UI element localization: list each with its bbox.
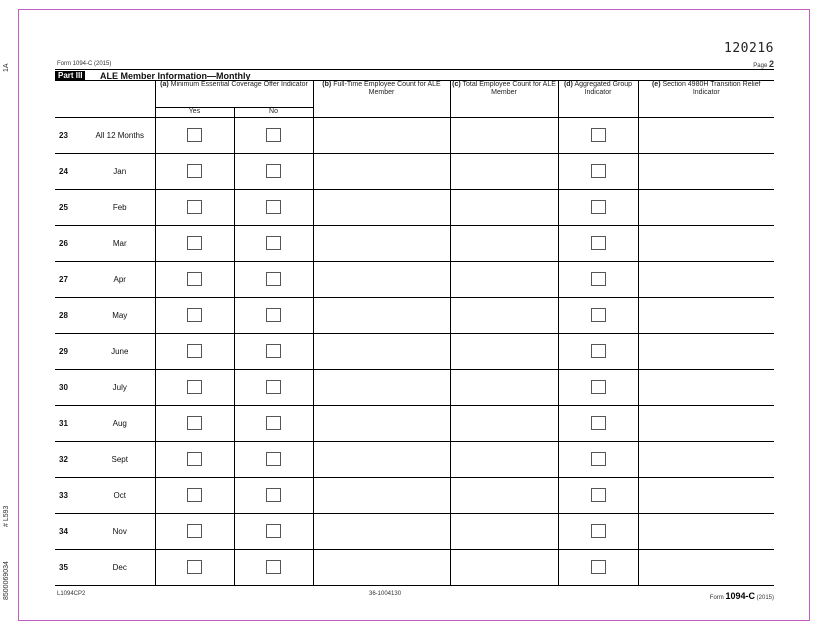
footer-form-name bbox=[710, 591, 774, 601]
coverage-no-checkbox[interactable] bbox=[266, 272, 281, 286]
transition-relief-field[interactable] bbox=[638, 262, 774, 298]
coverage-yes-cell bbox=[155, 514, 234, 550]
aggregated-group-cell bbox=[558, 226, 638, 262]
coverage-yes-checkbox[interactable] bbox=[187, 452, 202, 466]
coverage-no-checkbox[interactable] bbox=[266, 416, 281, 430]
coverage-no-checkbox[interactable] bbox=[266, 452, 281, 466]
footer-form-number: 1094-C bbox=[725, 591, 755, 601]
transition-relief-field[interactable] bbox=[638, 190, 774, 226]
full-time-count-field[interactable] bbox=[313, 442, 450, 478]
total-count-field[interactable] bbox=[450, 190, 558, 226]
aggregated-group-checkbox[interactable] bbox=[591, 380, 606, 394]
coverage-yes-checkbox[interactable] bbox=[187, 416, 202, 430]
coverage-no-cell bbox=[234, 442, 313, 478]
coverage-no-checkbox[interactable] bbox=[266, 308, 281, 322]
coverage-no-checkbox[interactable] bbox=[266, 380, 281, 394]
aggregated-group-checkbox[interactable] bbox=[591, 272, 606, 286]
total-count-field[interactable] bbox=[450, 370, 558, 406]
line-number: 26 bbox=[55, 226, 85, 262]
total-count-field[interactable] bbox=[450, 406, 558, 442]
aggregated-group-checkbox[interactable] bbox=[591, 200, 606, 214]
transition-relief-field[interactable] bbox=[638, 154, 774, 190]
month-label: Mar bbox=[85, 226, 155, 262]
coverage-no-cell bbox=[234, 226, 313, 262]
table-row bbox=[55, 262, 774, 298]
margin-code-top: 1A bbox=[3, 63, 10, 72]
aggregated-group-cell bbox=[558, 118, 638, 154]
aggregated-group-cell bbox=[558, 514, 638, 550]
coverage-yes-cell bbox=[155, 118, 234, 154]
line-number: 23 bbox=[55, 118, 85, 154]
full-time-count-field[interactable] bbox=[313, 154, 450, 190]
total-count-field[interactable] bbox=[450, 262, 558, 298]
table-row bbox=[55, 370, 774, 406]
total-count-field[interactable] bbox=[450, 478, 558, 514]
coverage-no-checkbox[interactable] bbox=[266, 524, 281, 538]
coverage-yes-checkbox[interactable] bbox=[187, 380, 202, 394]
coverage-yes-checkbox[interactable] bbox=[187, 128, 202, 142]
coverage-yes-checkbox[interactable] bbox=[187, 524, 202, 538]
full-time-count-field[interactable] bbox=[313, 226, 450, 262]
coverage-no-cell bbox=[234, 154, 313, 190]
month-label: June bbox=[85, 334, 155, 370]
aggregated-group-cell bbox=[558, 154, 638, 190]
form-identifier: Form 1094-C (2015) bbox=[57, 61, 112, 67]
month-label: Jan bbox=[85, 154, 155, 190]
month-label: July bbox=[85, 370, 155, 406]
line-number: 34 bbox=[55, 514, 85, 550]
transition-relief-field[interactable] bbox=[638, 550, 774, 586]
coverage-yes-cell bbox=[155, 406, 234, 442]
coverage-yes-checkbox[interactable] bbox=[187, 164, 202, 178]
aggregated-group-checkbox[interactable] bbox=[591, 164, 606, 178]
month-label: All 12 Months bbox=[85, 118, 155, 154]
trim-line-bottom bbox=[18, 620, 810, 621]
aggregated-group-cell bbox=[558, 190, 638, 226]
aggregated-group-checkbox[interactable] bbox=[591, 344, 606, 358]
coverage-no-cell bbox=[234, 118, 313, 154]
aggregated-group-cell bbox=[558, 550, 638, 586]
table-row bbox=[55, 154, 774, 190]
coverage-yes-checkbox[interactable] bbox=[187, 236, 202, 250]
coverage-yes-checkbox[interactable] bbox=[187, 272, 202, 286]
aggregated-group-checkbox[interactable] bbox=[591, 416, 606, 430]
coverage-yes-cell bbox=[155, 370, 234, 406]
coverage-yes-cell bbox=[155, 550, 234, 586]
table-row bbox=[55, 190, 774, 226]
coverage-yes-cell bbox=[155, 154, 234, 190]
transition-relief-field[interactable] bbox=[638, 442, 774, 478]
transition-relief-field[interactable] bbox=[638, 298, 774, 334]
full-time-count-field[interactable] bbox=[313, 262, 450, 298]
transition-relief-field[interactable] bbox=[638, 478, 774, 514]
full-time-count-field[interactable] bbox=[313, 334, 450, 370]
table-row bbox=[55, 550, 774, 586]
line-number: 30 bbox=[55, 370, 85, 406]
page-number: 2 bbox=[768, 59, 774, 69]
coverage-no-checkbox[interactable] bbox=[266, 236, 281, 250]
table-row bbox=[55, 334, 774, 370]
coverage-no-cell bbox=[234, 406, 313, 442]
page-number-label bbox=[753, 59, 774, 69]
month-label: Apr bbox=[85, 262, 155, 298]
full-time-count-field[interactable] bbox=[313, 406, 450, 442]
column-a-no-header: No bbox=[234, 108, 313, 118]
coverage-no-checkbox[interactable] bbox=[266, 200, 281, 214]
coverage-yes-checkbox[interactable] bbox=[187, 200, 202, 214]
coverage-no-cell bbox=[234, 262, 313, 298]
margin-code-bottom: 8500069034 bbox=[3, 561, 10, 600]
aggregated-group-checkbox[interactable] bbox=[591, 308, 606, 322]
column-b-header: (b) Full-Time Employee Count for ALE Member bbox=[313, 81, 450, 118]
full-time-count-field[interactable] bbox=[313, 298, 450, 334]
coverage-no-cell bbox=[234, 514, 313, 550]
column-d-header: (d) Aggregated Group Indicator bbox=[558, 81, 638, 118]
transition-relief-field[interactable] bbox=[638, 118, 774, 154]
full-time-count-field[interactable] bbox=[313, 550, 450, 586]
coverage-yes-checkbox[interactable] bbox=[187, 344, 202, 358]
full-time-count-field[interactable] bbox=[313, 118, 450, 154]
coverage-yes-checkbox[interactable] bbox=[187, 560, 202, 574]
coverage-no-checkbox[interactable] bbox=[266, 128, 281, 142]
form-scan-code: 120216 bbox=[724, 41, 774, 56]
aggregated-group-cell bbox=[558, 334, 638, 370]
coverage-yes-checkbox[interactable] bbox=[187, 488, 202, 502]
trim-line-left bbox=[18, 9, 19, 621]
column-c-header: (c) Total Employee Count for ALE Member bbox=[450, 81, 558, 118]
footer-form-year: (2015) bbox=[756, 595, 774, 601]
coverage-no-cell bbox=[234, 370, 313, 406]
coverage-yes-cell bbox=[155, 334, 234, 370]
part-title: ALE Member Information—Monthly bbox=[100, 71, 251, 81]
line-number: 35 bbox=[55, 550, 85, 586]
line-number: 29 bbox=[55, 334, 85, 370]
month-label: Oct bbox=[85, 478, 155, 514]
aggregated-group-cell bbox=[558, 370, 638, 406]
coverage-no-checkbox[interactable] bbox=[266, 344, 281, 358]
full-time-count-field[interactable] bbox=[313, 190, 450, 226]
total-count-field[interactable] bbox=[450, 442, 558, 478]
transition-relief-field[interactable] bbox=[638, 514, 774, 550]
line-number: 27 bbox=[55, 262, 85, 298]
column-e-header: (e) Section 4980H Transition Relief Indicator bbox=[638, 81, 774, 118]
coverage-yes-cell bbox=[155, 298, 234, 334]
coverage-no-cell bbox=[234, 550, 313, 586]
margin-code-middle: # L593 bbox=[3, 505, 10, 527]
line-number: 25 bbox=[55, 190, 85, 226]
coverage-yes-cell bbox=[155, 226, 234, 262]
aggregated-group-cell bbox=[558, 442, 638, 478]
total-count-field[interactable] bbox=[450, 514, 558, 550]
column-a-header: (a) Minimum Essential Coverage Offer Indicator bbox=[155, 81, 313, 108]
coverage-no-cell bbox=[234, 298, 313, 334]
month-label: Dec bbox=[85, 550, 155, 586]
aggregated-group-cell bbox=[558, 478, 638, 514]
coverage-no-checkbox[interactable] bbox=[266, 488, 281, 502]
month-label: Sept bbox=[85, 442, 155, 478]
coverage-no-checkbox[interactable] bbox=[266, 164, 281, 178]
line-number: 32 bbox=[55, 442, 85, 478]
table-row bbox=[55, 118, 774, 154]
table-row bbox=[55, 514, 774, 550]
column-a-yes-header: Yes bbox=[155, 108, 234, 118]
aggregated-group-checkbox[interactable] bbox=[591, 452, 606, 466]
month-label: Nov bbox=[85, 514, 155, 550]
full-time-count-field[interactable] bbox=[313, 370, 450, 406]
coverage-yes-cell bbox=[155, 442, 234, 478]
aggregated-group-checkbox[interactable] bbox=[591, 488, 606, 502]
transition-relief-field[interactable] bbox=[638, 334, 774, 370]
coverage-no-cell bbox=[234, 334, 313, 370]
transition-relief-field[interactable] bbox=[638, 370, 774, 406]
total-count-field[interactable] bbox=[450, 298, 558, 334]
coverage-no-cell bbox=[234, 190, 313, 226]
total-count-field[interactable] bbox=[450, 118, 558, 154]
total-count-field[interactable] bbox=[450, 550, 558, 586]
coverage-yes-cell bbox=[155, 262, 234, 298]
aggregated-group-checkbox[interactable] bbox=[591, 524, 606, 538]
aggregated-group-cell bbox=[558, 298, 638, 334]
footer-catalog-code: L1094CP2 bbox=[57, 591, 86, 597]
part-tag: Part III bbox=[55, 71, 85, 81]
line-number: 33 bbox=[55, 478, 85, 514]
table-row bbox=[55, 406, 774, 442]
total-count-field[interactable] bbox=[450, 226, 558, 262]
full-time-count-field[interactable] bbox=[313, 514, 450, 550]
month-label: May bbox=[85, 298, 155, 334]
aggregated-group-checkbox[interactable] bbox=[591, 128, 606, 142]
transition-relief-field[interactable] bbox=[638, 406, 774, 442]
line-number: 24 bbox=[55, 154, 85, 190]
transition-relief-field[interactable] bbox=[638, 226, 774, 262]
trim-line-right bbox=[809, 9, 810, 621]
coverage-yes-cell bbox=[155, 190, 234, 226]
header-blank-line bbox=[55, 81, 85, 118]
line-number: 31 bbox=[55, 406, 85, 442]
total-count-field[interactable] bbox=[450, 334, 558, 370]
page-prefix: Page bbox=[753, 63, 768, 69]
aggregated-group-checkbox[interactable] bbox=[591, 560, 606, 574]
month-label: Aug bbox=[85, 406, 155, 442]
aggregated-group-cell bbox=[558, 262, 638, 298]
coverage-yes-cell bbox=[155, 478, 234, 514]
coverage-yes-checkbox[interactable] bbox=[187, 308, 202, 322]
coverage-no-checkbox[interactable] bbox=[266, 560, 281, 574]
table-row bbox=[55, 478, 774, 514]
coverage-no-cell bbox=[234, 478, 313, 514]
line-number: 28 bbox=[55, 298, 85, 334]
table-row bbox=[55, 298, 774, 334]
footer-form-prefix: Form bbox=[709, 595, 724, 601]
trim-line-top bbox=[18, 9, 810, 10]
aggregated-group-checkbox[interactable] bbox=[591, 236, 606, 250]
table-row bbox=[55, 442, 774, 478]
aggregated-group-cell bbox=[558, 406, 638, 442]
table-row bbox=[55, 226, 774, 262]
monthly-info-table bbox=[55, 80, 774, 586]
full-time-count-field[interactable] bbox=[313, 478, 450, 514]
month-label: Feb bbox=[85, 190, 155, 226]
footer-center-code: 36-1004130 bbox=[369, 591, 402, 597]
header-blank-month bbox=[85, 81, 155, 118]
total-count-field[interactable] bbox=[450, 154, 558, 190]
